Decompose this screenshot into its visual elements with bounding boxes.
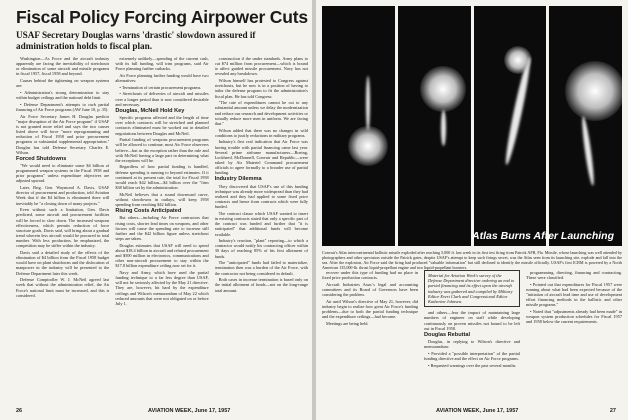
body-paragraph: Navy and Army, which have used the partial funding technique to a far less degree than USAF, will not be seriously affected by the May 21 directive. They are, however, hit hard by the expenditure ceilings and Wilson's memorandum of May 22 which reduced amounts that were not obligated on or before July 1. [115, 269, 209, 306]
subhead: Douglas Rebuttal [424, 331, 470, 338]
launch-photo-2 [398, 6, 471, 246]
body-paragraph: Air until Wilson's directive of May 21, however, did industry begin to realize how great Air Force's funding problems—due to both the partial funding technique and the expenditure ceilings—had become. [322, 298, 418, 320]
left-column-2 [115, 56, 208, 396]
body-paragraph: The contract clause which USAF wanted to insert in existing contracts stated that only a specific part of the contract was funded and further that "it is anticipated" that additional funds will become available. [214, 210, 308, 237]
right-column-2 [424, 270, 520, 402]
body-paragraph: Aircraft Industries Assn.'s legal and accounting committees and its Board of Governors have been considering the problem. [322, 281, 418, 298]
body-paragraph: Douglas, in replying to Wilson's directive and memorandum: [424, 339, 520, 350]
body-paragraph: The "anticipated" funds had failed to materialize, termination then was a burden of the Air Force, with the contractor not being considered in default. [214, 260, 308, 276]
left-column-3 [215, 56, 308, 396]
launch-photo-1 [322, 6, 395, 246]
right-column-2-text [424, 310, 520, 368]
body-paragraph: Defense Comptroller W. J. McNeil agreed last week that without the administration relief, the Air Force's national limit must be increased, and this is considered. [16, 277, 110, 298]
body-paragraph: Partial funding of weapons procurement programs will be allowed to continue, most Air Force observers believe—but as the exception rather than the rule and with McNeil having a large part in determining what the exceptions will be. [115, 137, 209, 163]
subhead: Forced Shutdowns [16, 155, 67, 162]
body-paragraph: Specific programs affected and the length of time over which contracts will be stretched and planned contracts eliminated must be worked out in detailed negotiations between Douglas and McNeil. [115, 115, 209, 136]
body-paragraph: Meetings are being held. [326, 320, 369, 326]
page-number: 27 [609, 408, 616, 414]
body-paragraph: extremely unlikely—spending of the current cash, with its full funding, will trim programs, said Air Force planning further cutbacks. [115, 56, 209, 72]
body-paragraph: "We would need to eliminate some $4 billion of programmed weapon systems in the Fiscal 1958 and prior programs" unless expenditure objectives are adjusted upward. [16, 162, 110, 184]
subhead: Rising Costs Anticipated [115, 208, 182, 215]
right-column-3 [526, 270, 622, 402]
body-paragraph: Industry's first real indication that Air Force was having trouble with partial financing came last year. Several prime airframe manufacturers—Boeing, Lockheed, McDonnell, Convair and Republic—were asked by Air Materiel Command procurement officials to agree formally to a broader use of partial funding. [214, 139, 308, 176]
launch-photo-4 [549, 6, 622, 246]
body-paragraph: Even without such a limitation, Gen. Davis predicted, some aircraft and procurement facilities will be forced to slow down. The increased weapons effectiveness, which permits reduction of force structure goals, Davis said, will bring about a gradual trend wherein less aircraft would be procured in total number. With less production, he emphasized, the competition may be stiffer within the industry. [16, 207, 110, 249]
body-paragraph: Douglas estimates that USAF will need to spend about $18.4 billion in aircraft and related procurement and $500 million in electronics, communications and other non-aircraft procurement to stay within the $17.8 billion expenditure ceiling now set for it. [115, 242, 209, 269]
right-page [316, 0, 628, 420]
body-paragraph: • Requested warnings over the past several months. [428, 362, 517, 368]
body-paragraph: Causes behind the tightening on weapon systems are: [16, 78, 110, 89]
article-headline: Fiscal Policy Forcing Airpower Cuts [16, 7, 308, 27]
body-paragraph: Later, Brig. Gen. Waymond A. Davis, USAF director of procurement and production, told Aviation Week that if the $4 billion is eliminated there will inevitably be "a closing down of many projects." [16, 185, 110, 206]
body-paragraph: They discovered that USAF's use of this funding technique was already more widespread than they had realized and they had applied to some fixed price contracts and hence from contracts which were fully funded. [214, 183, 308, 210]
body-paragraph: and others—fear the impact of maintaining large numbers of engineer on staff while developing continuously on proven missiles not bound to be left out in Fiscal 1958. [424, 310, 520, 331]
body-paragraph: Both cases in increase termination is based only on the initial allotment of funds—not on the long-range total amount. [214, 277, 308, 293]
photo-title: Atlas Burns After Launching [472, 230, 614, 242]
photo-caption: Convair's Atlas intercontinental ballistic missile exploded after reaching 5,000 ft. last week in its first test firing from Patrick AFB, Fla. Missile, whose launching was well attended by photographers and other spectators outside the Patrick gates, despite USAF's attempt to keep such firings secret, was the Atlas seen from its launching site, explode and fall into the sea. After the explosion, Air Force said the firing had produced "valuable information" but still declined to identify the missile officially. USAF's first ICBM is powered by a North American 135,000-lb. thrust liquid-propellant engine and two liquid-propellant boosters. [322, 250, 622, 270]
page-number: 26 [16, 408, 23, 414]
body-paragraph: construction if the under standards. Army plans to cut $74 million from procurement—which is bound to affect guided missile procurement. Navy has not revealed any breakdown. [214, 56, 308, 77]
body-paragraph: McNeil believes that a sound downward curve, without slowdowns in outlays, will keep 1958 spending from reaching $42 billion. [115, 191, 209, 208]
right-column-1-text [322, 270, 418, 326]
editor-note-box: Material for Aviation Week's survey of the Defense Department directive ordering an end to partial financing and its effect upon the aircraft industry was gathered and compiled by Military Editor Evert Clark and Congressional Editor Katherine Johnsen. [424, 270, 520, 307]
left-column-1 [16, 56, 109, 396]
body-paragraph: Industry's reaction, "plant" reporting—to which a contractor would notify his contracting officer within 30 days of reaching 85% of his first allotment of funds. [214, 238, 308, 259]
body-paragraph: • Noted that "adjustments already had been made" in weapon system production schedules for Fiscal 1957 and 1958 below the current requirements. [526, 309, 622, 325]
body-paragraph: • Termination of certain procurement programs. [119, 84, 202, 90]
body-paragraph: "The rate of expenditures cannot be cut to any substantial amount unless we delay the modernization and reduce our research and development activities or actually reduce more men in uniform. We are facing that." [214, 100, 308, 126]
article-deck: USAF Secretary Douglas warns 'drastic' slowdown assured if administration holds to fiscal plan. [16, 30, 256, 51]
left-article-columns [16, 56, 308, 396]
body-paragraph: • Provided a "possible interpretation" of the partial funding directive and the effect on Air Force programs. [424, 350, 520, 361]
subhead: Industry Dilemma [214, 176, 262, 183]
body-paragraph: programming, directing, financing and contracting. These were classified. [526, 270, 622, 281]
photo-strip [322, 6, 622, 246]
body-paragraph: Air Force Secretary James H. Douglas predicts "major disruption of the Air Force program" if USAF is not granted more relief and says the two causes listed above will force "more reprogramming and reduction of Fiscal 1958 and prior procurement programs or substantial supplemental appropriation." Douglas has told Defense Secretary Charles E. Wilson. [16, 113, 110, 155]
body-paragraph: • Stretchouts of deliveries of aircraft and missiles over a longer period than is now considered desirable and necessary. [115, 91, 209, 107]
body-paragraph: But others—including Air Force contractors that rising costs, shorter lead times on weapons, and other factors will cause the spending rate to increase still further and the $42 billion figure unless stretchout steps are taken. [115, 215, 209, 241]
left-page [0, 0, 312, 420]
page-masthead: AVIATION WEEK, June 17, 1957 [436, 408, 519, 414]
right-article-columns [322, 270, 622, 402]
body-paragraph: Air Force planning further funding would have two alternatives: [115, 72, 209, 84]
body-paragraph: Davis said a detailed study of the effects of the elimination of $4 billion from the Fiscal 1958 budget would have on plant shutdowns and the dislocation of manpower in the industry will be presented to the Defense Department later this week. [16, 249, 110, 276]
page-masthead: AVIATION WEEK, June 17, 1957 [148, 408, 231, 414]
body-paragraph: recover under this type of funding had no place in fixed price production contracts. [322, 270, 418, 281]
body-paragraph: Wilson himself has protested to Congress against stretchouts, but he now is in a position of having to tailor the defense program to fit the administration's fiscal plan. He has told Congress: [214, 78, 308, 99]
body-paragraph: Regardless of how partial funding is handled, defense spending is running to beyond estimates. If it continued at its present rate, the total for Fiscal 1958 would reach $42 billion—$4 billion over the "firm $38 billion set by the administration. [115, 164, 209, 191]
body-paragraph: • Defense Department's attempts to curb partial financing of Air Force programs (AW June 10, p. 35). [16, 101, 110, 112]
body-paragraph: Washington—As Force and the aircraft industry apparently are facing the inevitability of stretchouts or elimination of some aircraft and missile programs in fiscal 1957, fiscal 1958 and beyond. [16, 56, 110, 77]
launch-photo-3 [474, 6, 547, 246]
right-column-3-text [526, 270, 622, 325]
subhead: Douglas, McNeil Hold Key [115, 107, 185, 114]
body-paragraph: • Administration's strong determination to stay within budget ceilings and the national debt limit. [16, 89, 110, 101]
body-paragraph: Wilson added that there was no changes in wild conditions to justify reductions in military programs. [214, 127, 308, 138]
right-column-1 [322, 270, 418, 402]
body-paragraph: • Pointed out that expenditures for Fiscal 1957 were running about what had been expected because of the "initiation of aircraft lead time and use of development effort financing methods in the ballistic and other missile programs." [526, 281, 622, 308]
